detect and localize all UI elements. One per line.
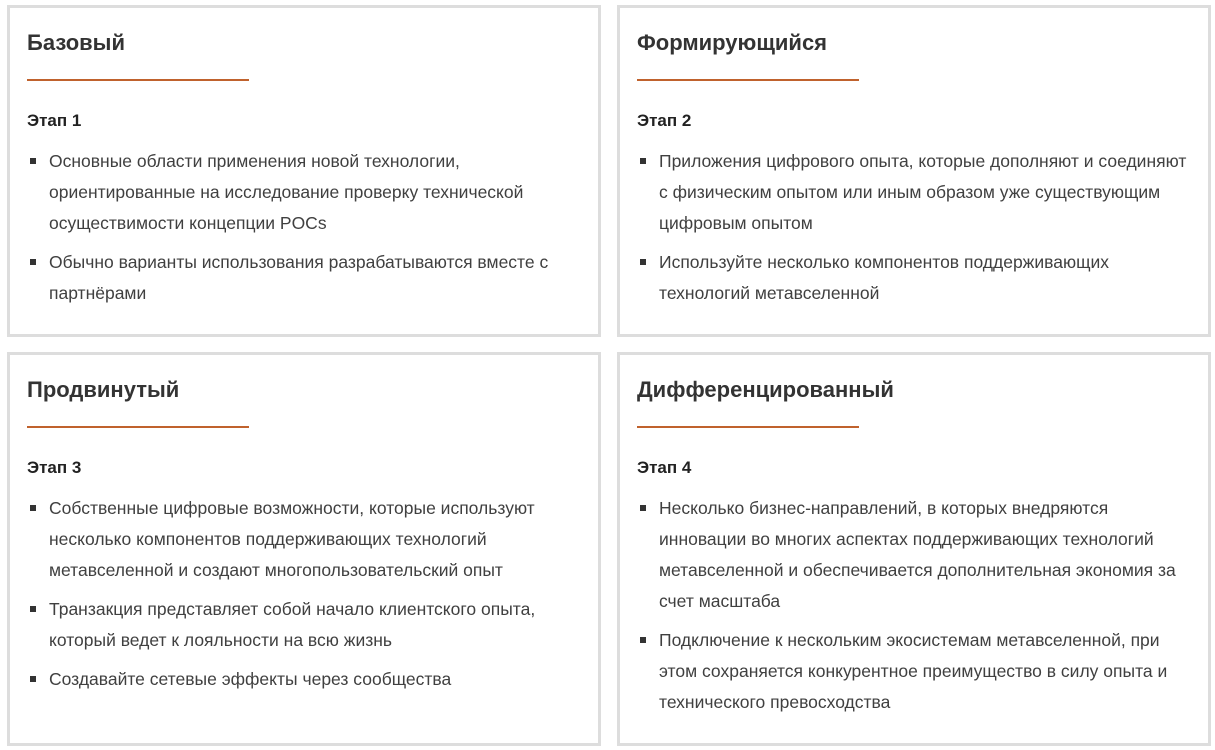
list-item-text: Приложения цифрового опыта, которые дополняют и соединяют с физическим опытом или иным образом уже существующим цифровым опытом: [659, 151, 1187, 233]
square-bullet-icon: [30, 606, 36, 612]
card-emerging: [617, 5, 1211, 337]
title-divider: [27, 426, 249, 428]
list-item: [637, 146, 1192, 239]
card-title: Дифференцированный: [637, 377, 894, 402]
square-bullet-icon: [30, 259, 36, 265]
card-title: Базовый: [27, 30, 125, 55]
card-advanced: [7, 352, 601, 746]
square-bullet-icon: [30, 676, 36, 682]
stage-label: Этап 2: [637, 111, 692, 130]
square-bullet-icon: [30, 505, 36, 511]
list-item: [637, 625, 1192, 718]
square-bullet-icon: [640, 505, 646, 511]
square-bullet-icon: [640, 259, 646, 265]
square-bullet-icon: [30, 158, 36, 164]
list-item-text: Подключение к нескольким экосистемам метавселенной, при этом сохраняется конкурентное преимущество в силу опыта и технического превосходства: [659, 630, 1168, 712]
card-differentiated: [617, 352, 1211, 746]
list-item: [637, 247, 1192, 309]
list-item: [637, 493, 1192, 617]
stage-label: Этап 4: [637, 458, 692, 477]
bullet-list: [27, 493, 582, 695]
list-item: [27, 493, 582, 586]
list-item-text: Используйте несколько компонентов поддерживающих технологий метавселенной: [659, 252, 1110, 303]
square-bullet-icon: [640, 158, 646, 164]
stage-label: Этап 1: [27, 111, 82, 130]
list-item: [27, 146, 582, 239]
list-item-text: Несколько бизнес-направлений, в которых внедряются инновации во многих аспектах поддерживающих технологий метавселенной и обеспечивается дополнительная экономия за счет масштаба: [659, 498, 1176, 611]
list-item: [27, 247, 582, 309]
list-item-text: Обычно варианты использования разрабатываются вместе с партнёрами: [49, 252, 549, 303]
list-item-text: Транзакция представляет собой начало клиентского опыта, который ведет к лояльности на всю жизнь: [49, 599, 536, 650]
list-item-text: Создавайте сетевые эффекты через сообщества: [49, 669, 452, 689]
bullet-list: [27, 146, 582, 309]
stage-label: Этап 3: [27, 458, 82, 477]
list-item: [27, 594, 582, 656]
list-item-text: Основные области применения новой технологии, ориентированные на исследование проверку технической осуществимости концепции POCs: [49, 151, 524, 233]
bullet-list: [637, 493, 1192, 718]
bullet-list: [637, 146, 1192, 309]
list-item: [27, 664, 582, 695]
square-bullet-icon: [640, 637, 646, 643]
card-title: Продвинутый: [27, 377, 180, 402]
title-divider: [637, 79, 859, 81]
card-basic: [7, 5, 601, 337]
title-divider: [27, 79, 249, 81]
title-divider: [637, 426, 859, 428]
card-title: Формирующийся: [637, 30, 828, 55]
list-item-text: Собственные цифровые возможности, которые используют несколько компонентов поддерживающих технологий метавселенной и создают многопользовательский опыт: [49, 498, 535, 580]
